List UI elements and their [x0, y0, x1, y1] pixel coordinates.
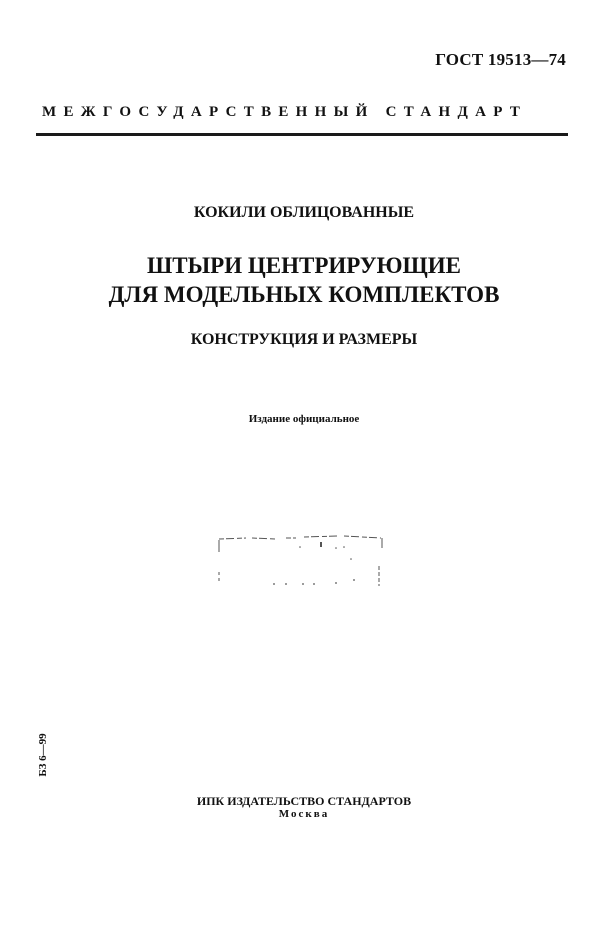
- edition-label: Издание официальное: [248, 413, 360, 425]
- standard-type-banner: МЕЖГОСУДАРСТВЕННЫЙ СТАНДАРТ: [42, 104, 528, 120]
- document-subtitle: КОНСТРУКЦИЯ И РАЗМЕРЫ: [190, 331, 418, 348]
- document-title-line-2: ДЛЯ МОДЕЛЬНЫХ КОМПЛЕКТОВ: [108, 282, 500, 307]
- header-divider: [36, 133, 568, 136]
- faded-stamp-graphic: [216, 530, 388, 592]
- publisher-city: Москва: [278, 808, 330, 820]
- document-title: [0, 251, 608, 309]
- document-title-line-1: ШТЫРИ ЦЕНТРИРУЮЩИЕ: [146, 253, 461, 278]
- publisher-name: ИПК ИЗДАТЕЛЬСТВО СТАНДАРТОВ: [196, 794, 412, 808]
- document-subject: КОКИЛИ ОБЛИЦОВАННЫЕ: [193, 204, 415, 221]
- gost-number: ГОСТ 19513—74: [435, 50, 566, 69]
- side-code: [36, 733, 50, 777]
- side-code-text: БЗ 6—99: [37, 733, 49, 777]
- faded-stamp: [216, 530, 388, 592]
